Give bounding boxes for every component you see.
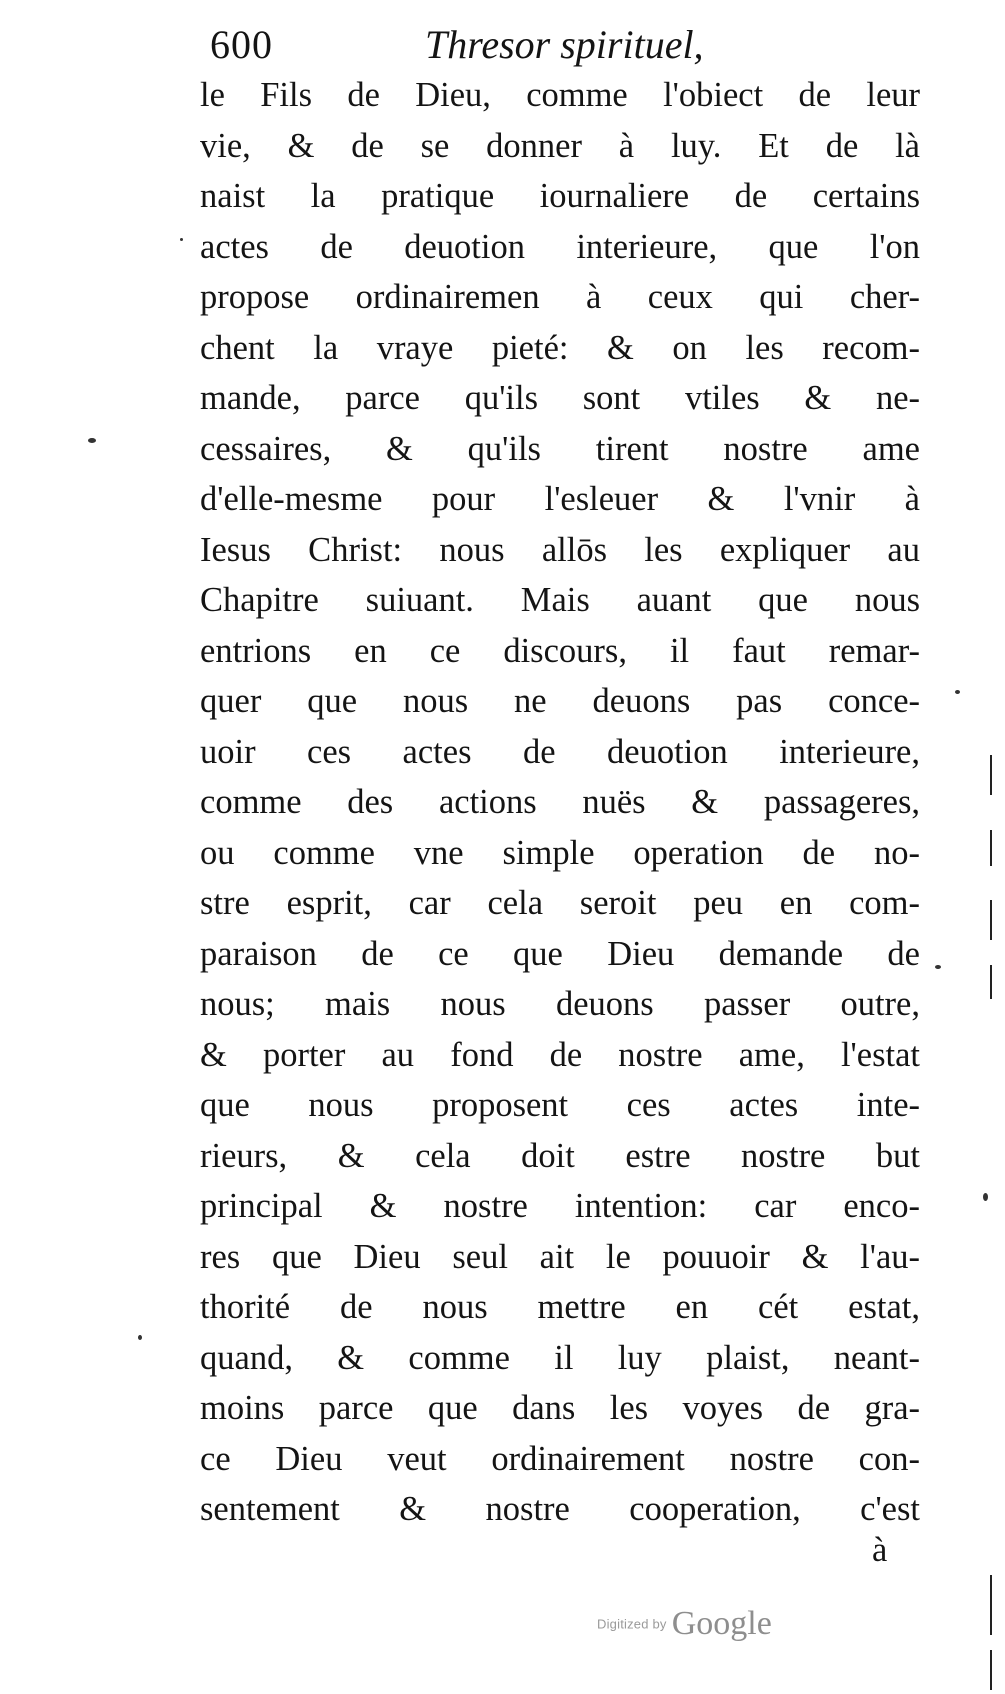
scan-margin-mark: [990, 900, 992, 940]
text-line: chent la vraye pieté: & on les recom-: [200, 328, 920, 367]
text-line: cessaires, & qu'ils tirent nostre ame: [200, 429, 920, 468]
scan-speck: [935, 965, 941, 969]
text-line: uoir ces actes de deuotion interieure,: [200, 732, 920, 771]
text-line: res que Dieu seul ait le pouuoir & l'au-: [200, 1237, 920, 1276]
text-line: & porter au fond de nostre ame, l'estat: [200, 1035, 920, 1074]
text-line: moins parce que dans les voyes de gra-: [200, 1389, 920, 1427]
text-line: paraison de ce que Dieu demande de: [200, 934, 920, 973]
text-line: quand, & comme il luy plaist, neant-: [200, 1338, 920, 1377]
text-line: naist la pratique iournaliere de certains: [200, 177, 920, 215]
text-line: mande, parce qu'ils sont vtiles & ne-: [200, 379, 920, 417]
text-line: d'elle-mesme pour l'esleuer & l'vnir à: [200, 480, 920, 518]
text-line: le Fils de Dieu, comme l'obiect de leur: [200, 76, 920, 114]
text-line: ce Dieu veut ordinairement nostre con-: [200, 1439, 920, 1478]
text-line: propose ordinairemen à ceux qui cher-: [200, 278, 920, 316]
google-logo: Google: [671, 1605, 772, 1642]
text-line: comme des actions nuës & passageres,: [200, 783, 920, 821]
running-title: Thresor spirituel,: [425, 22, 704, 67]
scan-margin-mark: [990, 1575, 992, 1635]
scan-speck: [955, 690, 960, 694]
page-header: [210, 14, 770, 76]
scan-speck: [88, 438, 96, 443]
scan-speck: [138, 1335, 142, 1340]
text-line: thorité de nous mettre en cét estat,: [200, 1288, 920, 1326]
scan-margin-mark: [990, 830, 992, 866]
body-text: [200, 70, 920, 1535]
page-number: 600: [210, 22, 273, 67]
text-line: actes de deuotion interieure, que l'on: [200, 227, 920, 266]
text-line: ou comme vne simple operation de no-: [200, 833, 920, 872]
text-line: rieurs, & cela doit estre nostre but: [200, 1136, 920, 1175]
text-line: sentement & nostre cooperation, c'est: [200, 1490, 920, 1528]
text-line: stre esprit, car cela seroit peu en com-: [200, 884, 920, 922]
text-line: Chapitre suiuant. Mais auant que nous: [200, 581, 920, 619]
catchword: à: [872, 1531, 888, 1569]
text-line: que nous proposent ces actes inte-: [200, 1086, 920, 1124]
text-line: principal & nostre intention: car enco-: [200, 1187, 920, 1225]
scan-margin-mark: [990, 1650, 992, 1690]
scan-speck: [180, 238, 183, 241]
text-line: entrions en ce discours, il faut remar-: [200, 631, 920, 670]
text-line: Iesus Christ: nous allōs les expliquer au: [200, 530, 920, 569]
scan-margin-mark: [990, 965, 992, 999]
text-line: nous; mais nous deuons passer outre,: [200, 985, 920, 1023]
digitized-by-watermark: [597, 1605, 772, 1655]
text-line: vie, & de se donner à luy. Et de là: [200, 126, 920, 165]
scan-speck: [983, 1193, 988, 1201]
digitized-label: Digitized by: [597, 1616, 667, 1632]
scan-margin-mark: [990, 755, 992, 795]
text-line: quer que nous ne deuons pas conce-: [200, 682, 920, 720]
